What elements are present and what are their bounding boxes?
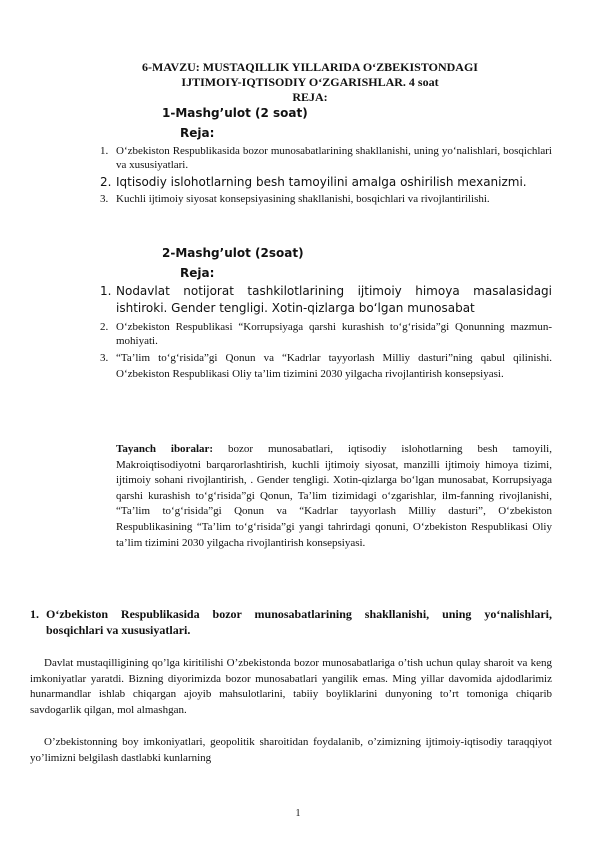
list-item xyxy=(100,174,552,191)
list-item-text: O‘zbekiston Respublikasida bozor munosabatlarining shakllanishi, uning yo‘nalishlari, bosqichlari va xususiyatlari. xyxy=(116,145,552,171)
section-title: O‘zbekiston Respublikasida bozor munosabatlarining shakllanishi, uning yo‘nalishlari, bosqichlari va xususiyatlari. xyxy=(46,607,552,637)
list-item-number: 3. xyxy=(100,193,109,205)
list-item-number: 1. xyxy=(100,145,109,157)
list-item xyxy=(100,192,552,206)
topic-title-line3: REJA: xyxy=(292,90,328,104)
session2-heading: 2-Mashg’ulot (2soat) xyxy=(162,246,304,260)
keywords-label: Tayanch iboralar: xyxy=(116,443,214,455)
list-item-number: 2. xyxy=(100,321,109,333)
section-heading xyxy=(30,606,552,638)
list-item-text: Nodavlat notijorat tashkilotlarining ijtimoiy himoya masalasidagi ishtiroki. Gender tengligi. Xotin-qizlarga bo‘lgan munosabat xyxy=(116,284,552,315)
body-paragraph: Davlat mustaqilligining qo’lga kiritilishi O’zbekistonda bozor munosabatlariga o’tish uchun qulay sharoit va keng imkoniyatlar yaratdi. Bizning diyorimizda bozor munosabatlari yangilik emas. Ming yillar davomida ajdodlarimiz hunarmandlar ishlab chiqargan ajoyib mahsulotlarini, tabiiy boyliklarini dunyoning to’rt tomoniga chiqarib savdogarlik qilgan, mol almashgan. xyxy=(30,657,552,716)
session2-plan-list xyxy=(100,283,552,382)
list-item-text: Kuchli ijtimoiy siyosat konsepsiyasining shakllanishi, bosqichlari va rivojlantirilishi. xyxy=(116,193,490,205)
session1-heading: 1-Mashg’ulot (2 soat) xyxy=(162,106,308,120)
session1-plan-list xyxy=(100,144,552,206)
list-item xyxy=(100,283,552,317)
page-number: 1 xyxy=(295,808,301,819)
keywords-paragraph xyxy=(116,442,552,551)
list-item-number: 2. xyxy=(100,175,112,189)
keywords-text: bozor munosabatlari, iqtisodiy islohotlarning besh tamoyili, Makroiqtisodiyotni barqarorlashtirish, kuchli ijtimoiy siyosat, manzilli ijtimoiy himoya tizimi, ijtimoiy sohani rivojlantirish, . Gender tengligi. Xotin-qizlarga bo‘lgan munosabat, Korrupsiyaga qarshi kurashish to‘g‘risida”gi Qonun, Ta’lim tizimidagi o‘zgarishlar, ilm-fanning rivojlanishi, “Ta’lim to‘g‘risida”gi Qonun va “Kadrlar tayyorlash Milliy dasturi”, O‘zbekiston Respublikasining “Ta’lim to‘g‘risida”gi yangi tahrirdagi qonuni, O‘zbekiston Respublikasi Oliy ta’lim tizimini 2030 yilgacha rivojlantirish konsepsiyasi. xyxy=(116,443,552,549)
list-item-number: 3. xyxy=(100,352,109,364)
list-item xyxy=(100,144,552,172)
list-item-text: O‘zbekiston Respublikasi “Korrupsiyaga qarshi kurashish to‘g‘risida”gi Qonunning mazmun-mohiyati. xyxy=(116,321,552,347)
topic-title-line1: 6-MAVZU: MUSTAQILLIK YILLARIDA O‘ZBEKISTONDAGI xyxy=(142,60,478,74)
topic-title-line2: IJTIMOIY-IQTISODIY O‘ZGARISHLAR. 4 soat xyxy=(181,75,439,89)
list-item xyxy=(100,320,552,348)
session2-reja: Reja: xyxy=(180,266,215,280)
session1-reja: Reja: xyxy=(180,126,215,140)
list-item-text: “Ta’lim to‘g‘risida”gi Qonun va “Kadrlar tayyorlash Milliy dasturi”ning qabul qilinishi. O‘zbekiston Respublikasi Oliy ta’lim tizimini 2030 yilgacha rivojlantirish konsepsiyasi. xyxy=(116,352,552,380)
list-item-text: Iqtisodiy islohotlarning besh tamoyilini amalga oshirilish mexanizmi. xyxy=(116,175,527,189)
body-paragraph: O’zbekistonning boy imkoniyatlari, geopolitik sharoitidan foydalanib, o’zimizning ijtimoiy-iqtisodiy taraqqiyot yo’limizni belgilash dastlabki kunlarning xyxy=(30,736,552,764)
list-item-number: 1. xyxy=(100,284,112,298)
list-item xyxy=(100,351,552,382)
section-number: 1. xyxy=(30,607,39,621)
